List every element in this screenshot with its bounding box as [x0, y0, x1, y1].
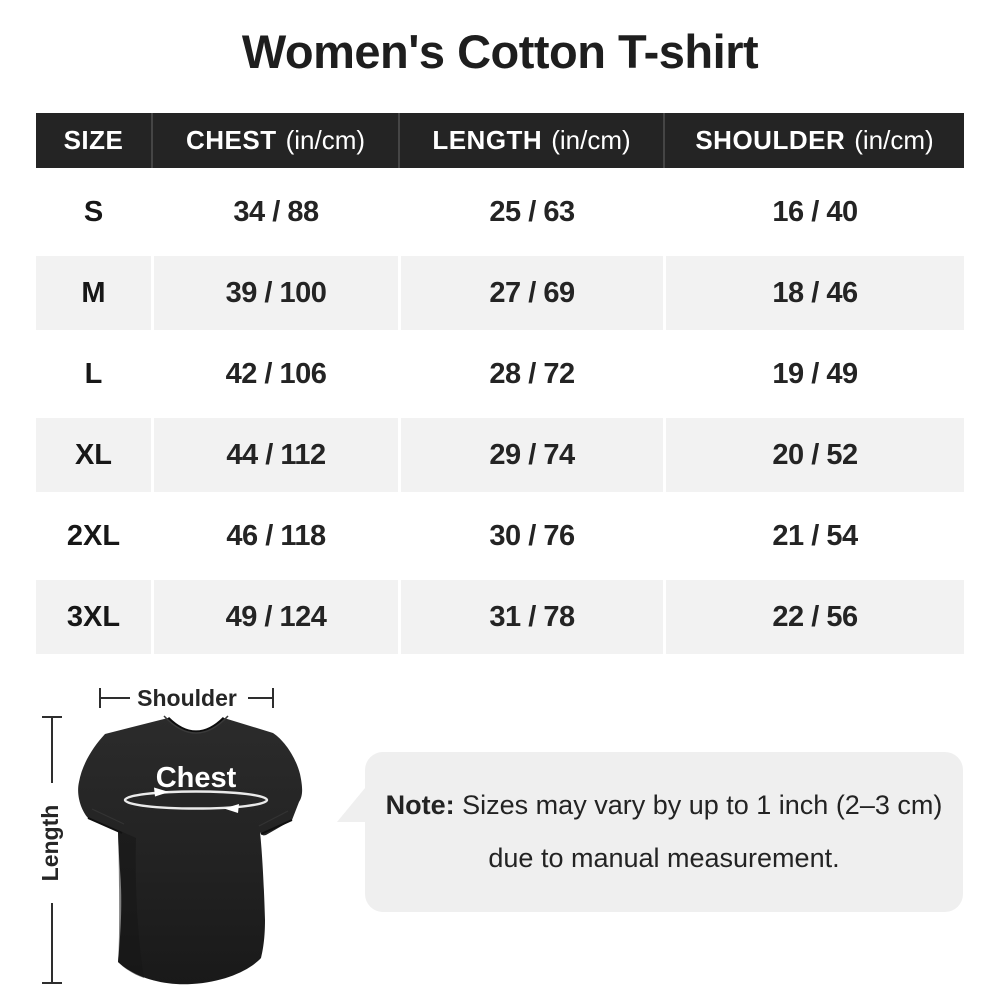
- length-value-cell: 25 / 63: [398, 175, 663, 249]
- tshirt-silhouette: [78, 716, 302, 984]
- table-header: [36, 113, 964, 168]
- table-row: [36, 418, 964, 492]
- header-length-label: LENGTH: [432, 125, 543, 155]
- shoulder-value-cell: 18 / 46: [663, 256, 964, 330]
- length-value-cell: 31 / 78: [398, 580, 663, 654]
- length-value-cell: 30 / 76: [398, 499, 663, 573]
- size-cell: L: [84, 357, 103, 390]
- table-row: [36, 175, 964, 249]
- chest-value-cell: 42 / 106: [151, 337, 398, 411]
- note-bold-prefix: Note:: [385, 790, 455, 820]
- size-table: [36, 113, 964, 654]
- table-row: [36, 256, 964, 330]
- header-chest-unit: (in/cm): [285, 125, 366, 155]
- page-title: Women's Cotton T-shirt: [241, 25, 759, 78]
- chest-value-cell: 39 / 100: [151, 256, 398, 330]
- note-bubble: [365, 752, 963, 912]
- shoulder-label: Shoulder: [132, 684, 242, 712]
- shoulder-value-cell: 19 / 49: [663, 337, 964, 411]
- length-value-cell: 27 / 69: [398, 256, 663, 330]
- shoulder-value-cell: 20 / 52: [663, 418, 964, 492]
- table-body: [36, 175, 964, 654]
- shoulder-value-cell: 21 / 54: [663, 499, 964, 573]
- shoulder-value-cell: 22 / 56: [663, 580, 964, 654]
- chest-label: Chest: [155, 762, 237, 794]
- chest-value-cell: 44 / 112: [151, 418, 398, 492]
- length-value-cell: 29 / 74: [398, 418, 663, 492]
- header-length-unit: (in/cm): [551, 125, 631, 155]
- header-cell-chest: [151, 113, 398, 168]
- table-row: [36, 580, 964, 654]
- note-text-line2: due to manual measurement.: [488, 843, 840, 873]
- length-label: Length: [35, 783, 65, 903]
- header-shoulder-unit: (in/cm): [854, 125, 934, 155]
- chest-value-cell: 49 / 124: [151, 580, 398, 654]
- header-cell-length: [398, 113, 663, 168]
- header-cell-size: [36, 113, 151, 168]
- table-row: [36, 499, 964, 573]
- header-chest-label: CHEST: [185, 125, 277, 155]
- header-cell-shoulder: [663, 113, 964, 168]
- chest-value-cell: 34 / 88: [151, 175, 398, 249]
- measurement-diagram: [0, 670, 362, 1000]
- header-shoulder-label: SHOULDER: [695, 125, 846, 155]
- note-line1-text: Sizes may vary by up to 1 inch (2–3 cm): [462, 790, 943, 820]
- size-cell: XL: [74, 438, 113, 471]
- size-cell: 3XL: [66, 600, 121, 633]
- chest-value-cell: 46 / 118: [151, 499, 398, 573]
- table-row: [36, 337, 964, 411]
- shoulder-value-cell: 16 / 40: [663, 175, 964, 249]
- note-text-line1: [386, 790, 943, 821]
- size-cell: M: [81, 276, 106, 309]
- size-cell: S: [83, 195, 104, 228]
- header-size-label: SIZE: [63, 125, 124, 155]
- length-value-cell: 28 / 72: [398, 337, 663, 411]
- size-cell: 2XL: [66, 519, 121, 552]
